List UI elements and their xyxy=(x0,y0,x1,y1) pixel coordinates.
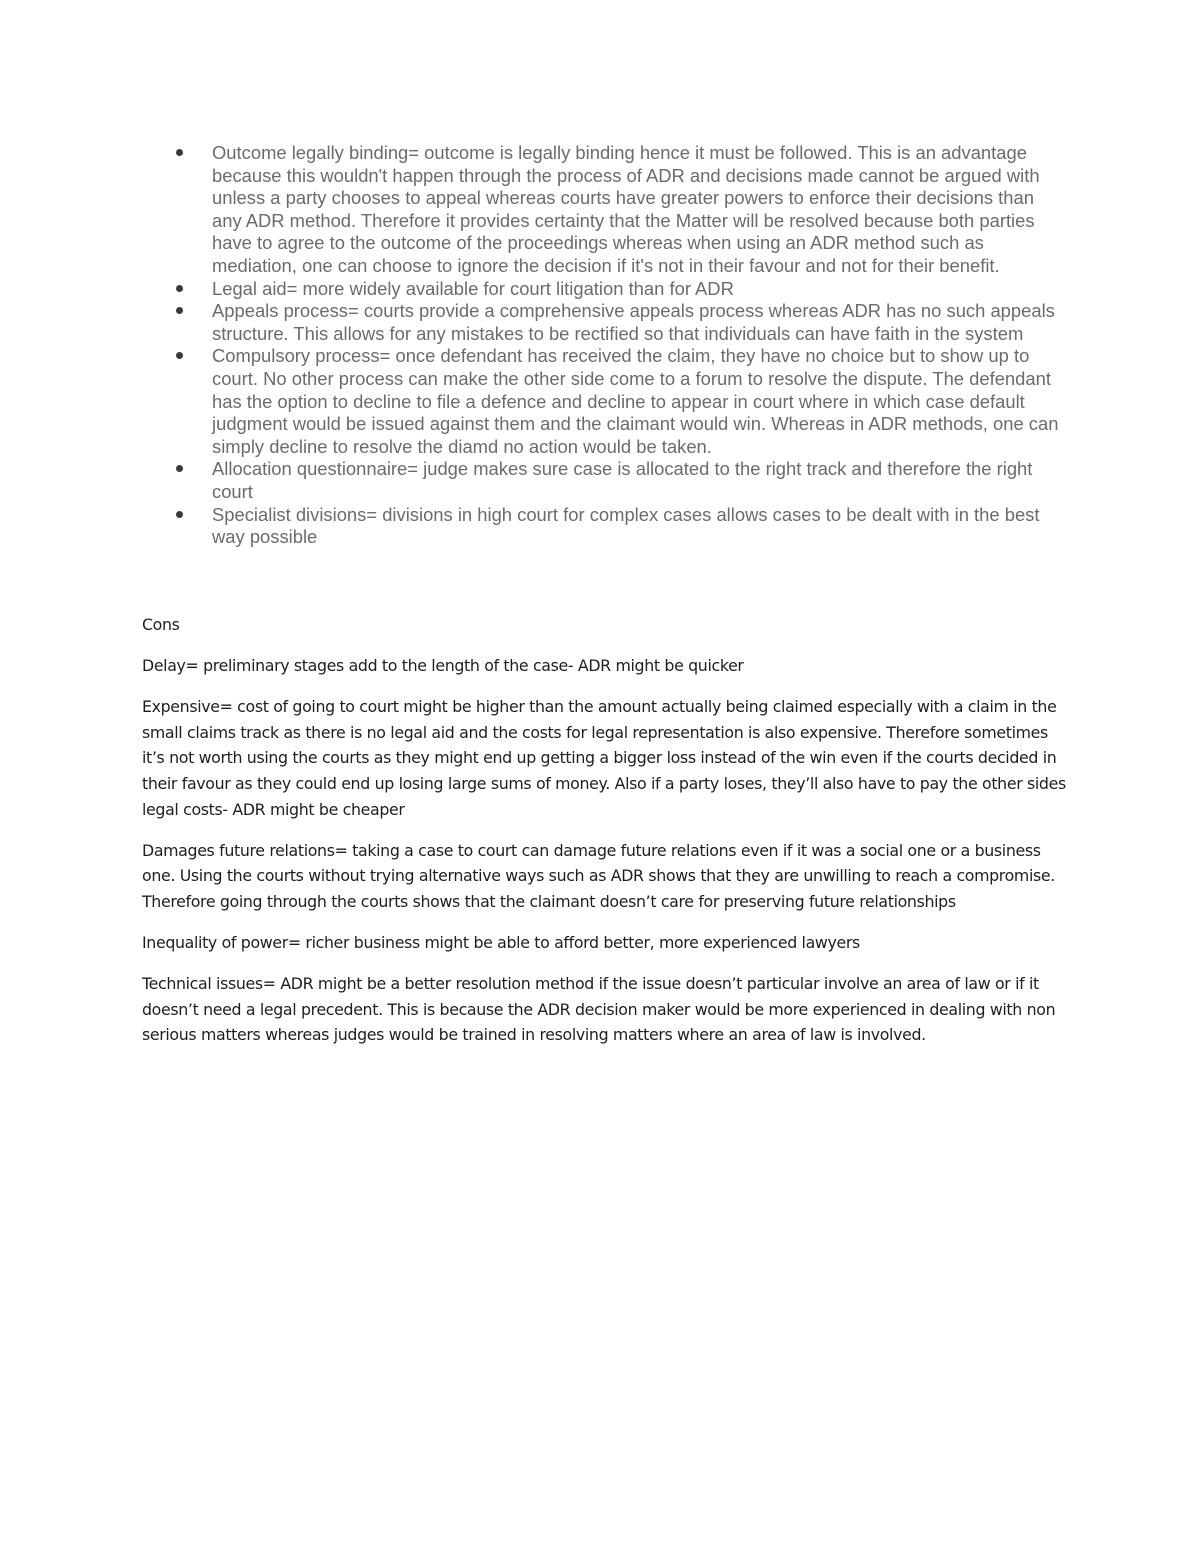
bullet-item-allocation-questionnaire xyxy=(176,458,1066,503)
bullet-text: Outcome legally binding= outcome is legally binding hence it must be followed. This is an advantage because this wouldn't happen through the process of ADR and decisions made cannot be argued with unless a party chooses to appeal whereas courts have greater powers to enforce their decisions than any ADR method. Therefore it provides certainty that the Matter will be resolved because both parties have to agree to the outcome of the proceedings whereas when using an ADR method such as mediation, one can choose to ignore the decision if it's not in their favour and not for their benefit. xyxy=(212,142,1040,276)
pros-bullet-list xyxy=(176,142,1066,549)
bullet-icon xyxy=(176,285,183,292)
cons-paragraph-expensive: Expensive= cost of going to court might be higher than the amount actually being claimed especially with a claim in the small claims track as there is no legal aid and the costs for legal representation is also expensive. Therefore sometimes it’s not worth using the courts as they might end up getting a bigger loss instead of the win even if the courts decided in their favour as they could end up losing large sums of money. Also if a party loses, they’ll also have to pay the other sides legal costs- ADR might be cheaper xyxy=(142,697,1066,819)
bullet-text: Appeals process= courts provide a comprehensive appeals process whereas ADR has no such appeals structure. This allows for any mistakes to be rectified so that individuals can have faith in the system xyxy=(212,300,1055,344)
cons-heading: Cons xyxy=(142,615,180,634)
cons-paragraph-damages-future-relations: Damages future relations= taking a case to court can damage future relations even if it was a social one or a business one. Using the courts without trying alternative ways such as ADR shows that they are unwilling to reach a compromise. Therefore going through the courts shows that the claimant doesn’t care for preserving future relationships xyxy=(142,840,1055,911)
bullet-icon xyxy=(176,149,183,156)
bullet-item-appeals-process xyxy=(176,300,1066,345)
bullet-item-compulsory-process xyxy=(176,345,1066,458)
bullet-text: Legal aid= more widely available for court litigation than for ADR xyxy=(212,277,734,299)
bullet-item-outcome-legally-binding xyxy=(176,142,1066,278)
bullet-icon xyxy=(176,307,183,314)
bullet-text: Allocation questionnaire= judge makes sure case is allocated to the right track and therefore the right court xyxy=(212,458,1033,502)
bullet-text: Compulsory process= once defendant has received the claim, they have no choice but to show up to court. No other process can make the other side come to a forum to resolve the dispute. The defendant has the option to decline to file a defence and decline to appear in court where in which case default judgment would be issued against them and the claimant would win. Whereas in ADR methods, one can simply decline to resolve the diamd no action would be taken. xyxy=(212,345,1059,457)
bullet-icon xyxy=(176,352,183,359)
cons-paragraph-inequality-of-power: Inequality of power= richer business might be able to afford better, more experienced lawyers xyxy=(142,932,860,952)
bullet-icon xyxy=(176,511,183,518)
cons-paragraph-technical-issues: Technical issues= ADR might be a better resolution method if the issue doesn’t particular involve an area of law or if it doesn’t need a legal precedent. This is because the ADR decision maker would be more experienced in dealing with non serious matters whereas judges would be trained in resolving matters where an area of law is involved. xyxy=(142,974,1056,1045)
bullet-text: Specialist divisions= divisions in high court for complex cases allows cases to be dealt with in the best way possible xyxy=(212,503,1040,548)
cons-section xyxy=(142,612,1067,1063)
cons-paragraph-delay: Delay= preliminary stages add to the length of the case- ADR might be quicker xyxy=(142,656,744,676)
bullet-icon xyxy=(176,465,183,472)
bullet-item-legal-aid xyxy=(176,278,1066,301)
bullet-item-specialist-divisions xyxy=(176,504,1066,549)
